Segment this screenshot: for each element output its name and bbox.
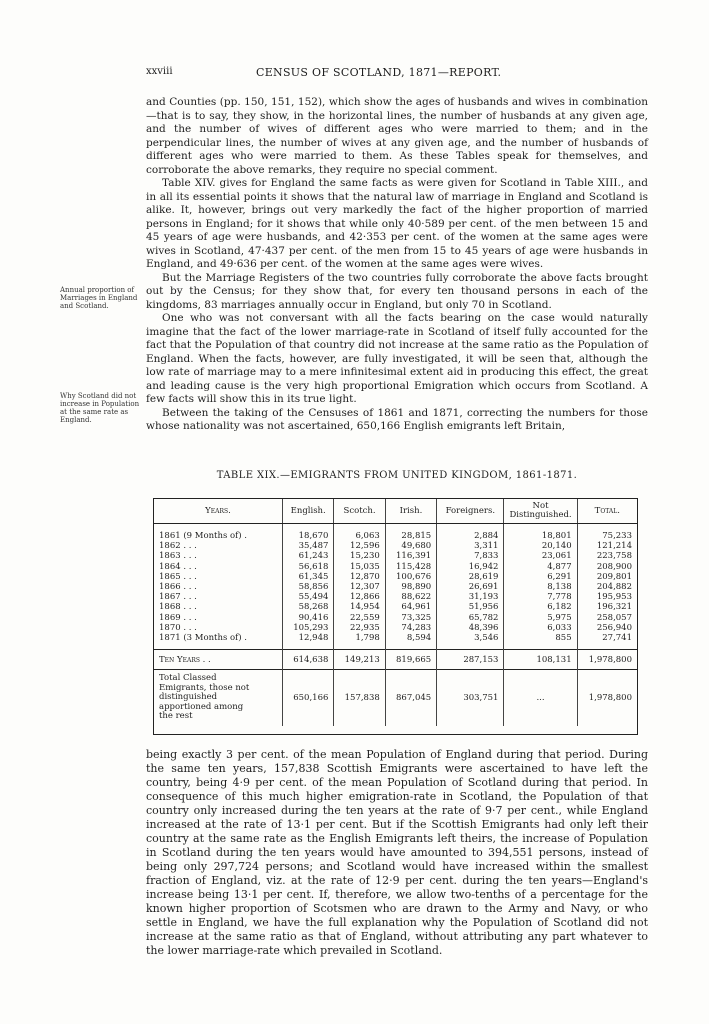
- not-distinguished-cell: 7,778: [504, 592, 577, 602]
- margin-note-marriages: Annual proportion of Marriages in England and Scotland.: [60, 286, 138, 310]
- english-cell: 58,856: [283, 582, 334, 592]
- english-cell: 55,494: [283, 592, 334, 602]
- total-cell: 196,321: [577, 602, 637, 612]
- not-distinguished-cell: 6,182: [504, 602, 577, 612]
- total-label-cell: Ten Years . .: [154, 650, 283, 670]
- irish-cell: 74,283: [385, 623, 436, 633]
- paragraph: being exactly 3 per cent. of the mean Population of England during that period. During the same ten years, 157,838 Scottish Emigrants were ascertained to have left the country, being 4·9 per cent. of the mean Population of Scotland during that period. In consequence of this much higher emigration-rate in Scotland, the Population of that country only increased during the ten years at the rate of 9·7 per cent., while England increased at the rate of 13·1 per cent. But if the Scottish Emigrants had only left their country at the same rate as the English Emigrants left theirs, the increase of Population in Scotland during the ten years would have amounted to 394,551 persons, instead of being only 297,724 persons; and Scotland would have increased within the smallest fraction of England, viz. at the rate of 12·9 per cent. during the ten years—England's increase being 13·1 per cent. If, therefore, we allow two-tenths of a percentage for the known higher proportion of Scotsmen who are drawn to the Army and Navy, or who settle in England, we have the full explanation why the Population of Scotland did not increase at the same ratio as that of England, without attributing any part whatever to the lower marriage-rate which prevailed in Scotland.: [146, 748, 648, 957]
- classed-total-cell: 1,978,800: [577, 670, 637, 726]
- classed-label-text: Total Classed Emigrants, those not distinguished apportioned among the rest: [159, 673, 250, 722]
- emigrants-table: [153, 498, 638, 735]
- col-header-years: Years.: [154, 499, 283, 524]
- english-cell: 105,293: [283, 623, 334, 633]
- year-cell: 1869 . . .: [159, 612, 197, 623]
- table-row: [154, 613, 637, 623]
- foreigners-cell: 65,782: [437, 613, 504, 623]
- paragraph: and Counties (pp. 150, 151, 152), which show the ages of husbands and wives in combination—that is to say, they show, in the horizontal lines, the number of husbands at any given age, and the number of wives of different ages who were married to them; and in the perpendicular lines, the number of wives at any given age, and the number of husbands of different ages who were married to them. As these Tables speak for themselves, and corroborate the above remarks, they require no special comment.: [146, 96, 648, 176]
- paragraph: Table XIV. gives for England the same facts as were given for Scotland in Table XIII., and in all its essential points it shows that the natural law of marriage in England and Scotland is alike. It, however, brings out very markedly the fact of the higher proportion of married persons in England; for it shows that while only 40·589 per cent. of the men between 15 and 45 years of age were husbands, and 42·353 per cent. of the women at the same ages were wives in Scotland, 47·437 per cent. of the men from 15 to 45 years of age were husbands in England, and 49·636 per cent. of the women at the same ages were wives.: [146, 177, 648, 270]
- total-cell: 75,233: [577, 524, 637, 542]
- running-title: CENSUS OF SCOTLAND, 1871—REPORT.: [256, 66, 502, 79]
- english-cell: 58,268: [283, 602, 334, 612]
- table-row: [154, 562, 637, 572]
- table-row: [154, 602, 637, 612]
- foreigners-total-cell: 287,153: [437, 650, 504, 670]
- scotch-cell: 15,035: [334, 562, 385, 572]
- irish-cell: 88,622: [385, 592, 436, 602]
- irish-cell: 100,676: [385, 572, 436, 582]
- scotch-cell: 6,063: [334, 524, 385, 542]
- total-cell: 223,758: [577, 551, 637, 561]
- col-header-foreigners: Foreigners.: [437, 499, 504, 524]
- scotch-cell: 12,870: [334, 572, 385, 582]
- year-cell: 1867 . . .: [159, 592, 197, 603]
- not-distinguished-classed-cell: ...: [504, 670, 577, 726]
- table-row: [154, 582, 637, 592]
- total-cell: 195,953: [577, 592, 637, 602]
- year-cell: 1861 (9 Months of) .: [159, 531, 247, 541]
- paragraph: Between the taking of the Censuses of 1861 and 1871, correcting the numbers for those whose nationality was not ascertained, 650,166 English emigrants left Britain,: [146, 406, 648, 432]
- scotch-cell: 1,798: [334, 633, 385, 650]
- page-number: xxviii: [146, 66, 173, 77]
- scotch-cell: 15,230: [334, 551, 385, 561]
- scotch-classed-cell: 157,838: [334, 670, 385, 726]
- not-distinguished-cell: 23,061: [504, 551, 577, 561]
- irish-cell: 116,391: [385, 551, 436, 561]
- table-header-row: [154, 499, 637, 524]
- foreigners-cell: 16,942: [437, 562, 504, 572]
- year-cell: 1864 . . .: [159, 561, 197, 572]
- ten-years-total-row: [154, 650, 637, 670]
- total-cell: 27,741: [577, 633, 637, 650]
- not-distinguished-cell: 855: [504, 633, 577, 650]
- foreigners-cell: 26,691: [437, 582, 504, 592]
- irish-cell: 8,594: [385, 633, 436, 650]
- irish-cell: 73,325: [385, 613, 436, 623]
- paragraph: One who was not conversant with all the facts bearing on the case would naturally imagine that the fact of the lower marriage-rate in Scotland of itself fully accounted for the fact that the Population of that country did not increase at the same ratio as the Population of England. When the facts, however, are fully investigated, it will be seen that, although the low rate of marriage may to a mere infinitesimal extent aid in producing this effect, the great and leading cause is the very high proportional Emigration which occurs from Scotland. A few facts will show this in its true light.: [146, 312, 648, 405]
- not-distinguished-cell: 8,138: [504, 582, 577, 592]
- total-cell: 209,801: [577, 572, 637, 582]
- year-cell: 1871 (3 Months of) .: [159, 633, 247, 644]
- total-cell: 121,214: [577, 541, 637, 551]
- not-distinguished-cell: 18,801: [504, 524, 577, 542]
- scotch-total-cell: 149,213: [334, 650, 385, 670]
- margin-note-emigration: Why Scotland did not increase in Population at the same rate as England.: [60, 392, 140, 424]
- not-distinguished-cell: 20,140: [504, 541, 577, 551]
- classed-emigrants-row: [154, 670, 637, 726]
- body-text-bottom: [146, 748, 648, 958]
- foreigners-cell: 2,884: [437, 524, 504, 542]
- english-cell: 35,487: [283, 541, 334, 551]
- grand-total-cell: 1,978,800: [577, 650, 637, 670]
- english-total-cell: 614,638: [283, 650, 334, 670]
- total-cell: 256,940: [577, 623, 637, 633]
- col-header-scotch: Scotch.: [334, 499, 385, 524]
- english-cell: 90,416: [283, 613, 334, 623]
- year-cell: 1863 . . .: [159, 551, 197, 562]
- english-cell: 56,618: [283, 562, 334, 572]
- table-row: [154, 623, 637, 633]
- table-row: [154, 541, 637, 551]
- english-cell: 61,243: [283, 551, 334, 561]
- total-cell: 208,900: [577, 562, 637, 572]
- foreigners-cell: 51,956: [437, 602, 504, 612]
- year-cell: 1862 . . .: [159, 541, 197, 552]
- foreigners-cell: 3,311: [437, 541, 504, 551]
- table-row: [154, 572, 637, 582]
- body-text-top: [146, 96, 648, 434]
- total-cell: 204,882: [577, 582, 637, 592]
- not-distinguished-cell: 5,975: [504, 613, 577, 623]
- scotch-cell: 12,307: [334, 582, 385, 592]
- col-header-not-distinguished: Not Distinguished.: [504, 499, 577, 524]
- year-cell: 1865 . . .: [159, 571, 197, 582]
- scotch-cell: 14,954: [334, 602, 385, 612]
- not-distinguished-total-cell: 108,131: [504, 650, 577, 670]
- scotch-cell: 12,866: [334, 592, 385, 602]
- table-row: [154, 592, 637, 602]
- irish-cell: 28,815: [385, 524, 436, 542]
- year-cell: 1868 . . .: [159, 602, 197, 613]
- page-header: [146, 66, 646, 82]
- table-row: [154, 524, 637, 542]
- year-cell: 1866 . . .: [159, 582, 197, 593]
- col-header-total: Total.: [577, 499, 637, 524]
- foreigners-cell: 31,193: [437, 592, 504, 602]
- scotch-cell: 12,596: [334, 541, 385, 551]
- irish-total-cell: 819,665: [385, 650, 436, 670]
- irish-classed-cell: 867,045: [385, 670, 436, 726]
- foreigners-cell: 48,396: [437, 623, 504, 633]
- table-row: [154, 551, 637, 561]
- english-classed-cell: 650,166: [283, 670, 334, 726]
- paragraph: But the Marriage Registers of the two countries fully corroborate the above facts brought out by the Census; for they show that, for every ten thousand persons in each of the kingdoms, 83 marriages annually occur in England, but only 70 in Scotland.: [146, 271, 648, 311]
- foreigners-cell: 28,619: [437, 572, 504, 582]
- table-title: TABLE XIX.—EMIGRANTS FROM UNITED KINGDOM, 1861-1871.: [216, 470, 578, 481]
- english-cell: 61,345: [283, 572, 334, 582]
- irish-cell: 49,680: [385, 541, 436, 551]
- not-distinguished-cell: 4,877: [504, 562, 577, 572]
- irish-cell: 64,961: [385, 602, 436, 612]
- foreigners-cell: 3,546: [437, 633, 504, 650]
- irish-cell: 115,428: [385, 562, 436, 572]
- table-row: [154, 633, 637, 650]
- english-cell: 12,948: [283, 633, 334, 650]
- classed-label-cell: [154, 670, 283, 726]
- foreigners-cell: 7,833: [437, 551, 504, 561]
- irish-cell: 98,890: [385, 582, 436, 592]
- total-cell: 258,057: [577, 613, 637, 623]
- col-header-irish: Irish.: [385, 499, 436, 524]
- not-distinguished-cell: 6,033: [504, 623, 577, 633]
- not-distinguished-cell: 6,291: [504, 572, 577, 582]
- scotch-cell: 22,935: [334, 623, 385, 633]
- year-cell: 1870 . . .: [159, 622, 197, 633]
- col-header-english: English.: [283, 499, 334, 524]
- foreigners-classed-cell: 303,751: [437, 670, 504, 726]
- scotch-cell: 22,559: [334, 613, 385, 623]
- english-cell: 18,670: [283, 524, 334, 542]
